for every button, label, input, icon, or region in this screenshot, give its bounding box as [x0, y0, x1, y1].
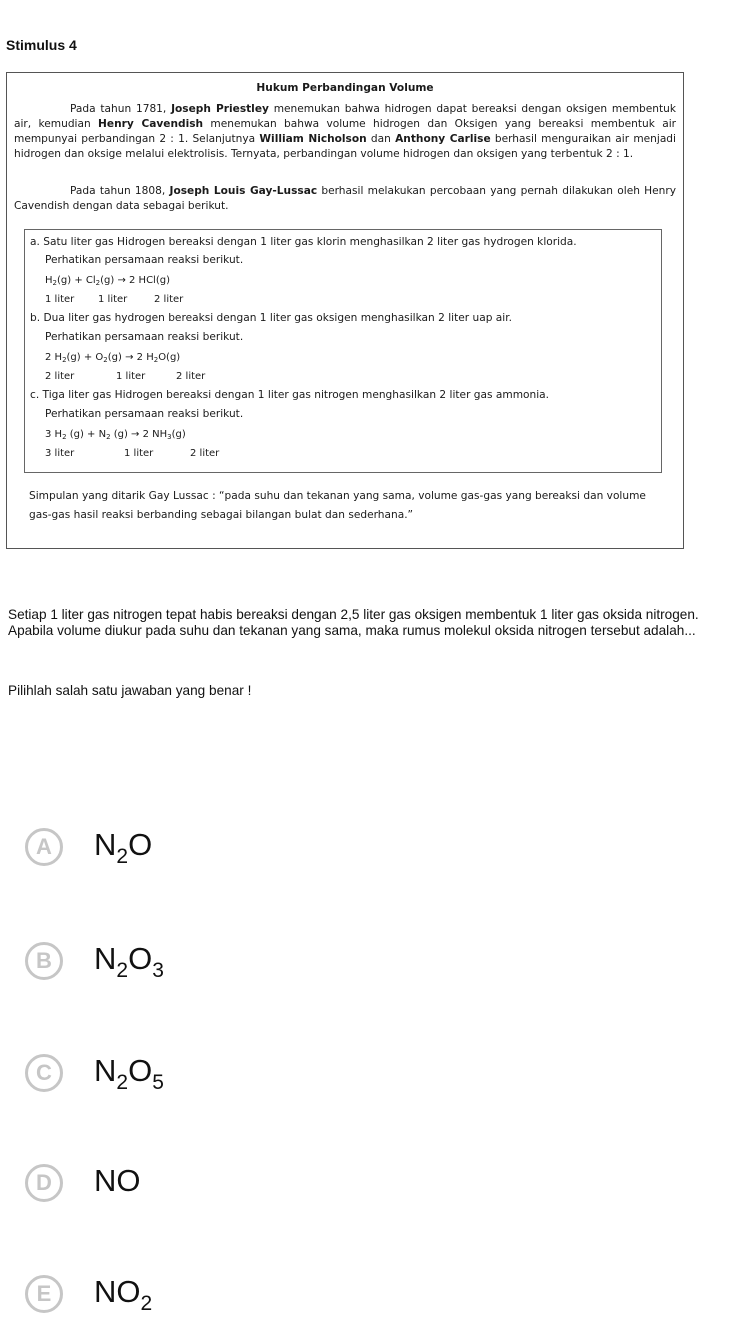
document-title: Hukum Perbandingan Volume	[256, 82, 434, 94]
question-text: Setiap 1 liter gas nitrogen tepat habis bereaksi dengan 2,5 liter gas oksigen membentuk 1 liter gas oksida nitrogen. Apabila volume diukur pada suhu dan tekanan yang sama, maka rumus molekul oksida nitrogen tersebut adalah...	[8, 607, 699, 638]
option-b-letter[interactable]: B	[25, 942, 63, 980]
experiment-a-volume-3: 2 liter	[154, 294, 184, 305]
experiment-a-description: a. Satu liter gas Hidrogen bereaksi dengan 1 liter gas klorin menghasilkan 2 liter gas hydrogen klorida.	[30, 236, 577, 248]
conclusion-text: Simpulan yang ditarik Gay Lussac : “pada suhu dan tekanan yang sama, volume gas-gas yang bereaksi dan volume gas-gas hasil reaksi berbanding sebagai bilangan bulat dan sederhana.”	[29, 490, 646, 521]
option-e-letter[interactable]: E	[25, 1275, 63, 1313]
experiment-a-equation: $H_2(g) + Cl_2(g) \to 2$ HCl(g)	[45, 275, 170, 287]
paragraph-2: Pada tahun 1808, Joseph Louis Gay-Lussac berhasil melakukan percobaan yang pernah dilakukan oleh Henry Cavendish dengan data sebagai berikut.	[14, 185, 677, 212]
experiment-c-volume-1: 3 liter	[45, 448, 75, 459]
experiment-b-note: Perhatikan persamaan reaksi berikut.	[45, 331, 244, 343]
option-d-formula[interactable]: NO	[94, 1163, 141, 1198]
option-a-formula[interactable]: $N_2O$	[94, 827, 153, 868]
instruction-text: Pilihlah salah satu jawaban yang benar !	[8, 683, 252, 698]
option-d-letter[interactable]: D	[25, 1164, 63, 1202]
option-c-letter[interactable]: C	[25, 1054, 63, 1092]
experiment-c-note: Perhatikan persamaan reaksi berikut.	[45, 408, 244, 420]
experiment-a-volume-2: 1 liter	[98, 294, 128, 305]
experiment-data-box	[24, 229, 662, 473]
experiment-a-volume-1: 1 liter	[45, 294, 75, 305]
option-a-letter[interactable]: A	[25, 828, 63, 866]
experiment-c-volume-2: 1 liter	[124, 448, 154, 459]
experiment-b-description: b. Dua liter gas hydrogen bereaksi dengan 1 liter gas oksigen menghasilkan 2 liter uap air.	[30, 312, 512, 324]
option-b-formula[interactable]: $N_2O_3$	[94, 941, 164, 982]
experiment-a-note: Perhatikan persamaan reaksi berikut.	[45, 254, 244, 266]
question-block	[8, 607, 723, 638]
experiment-c-description: c. Tiga liter gas Hidrogen bereaksi dengan 1 liter gas nitrogen menghasilkan 2 liter gas ammonia.	[30, 389, 550, 401]
option-c-formula[interactable]: $N_2O_5$	[94, 1053, 164, 1094]
experiment-b-volume-3: 2 liter	[176, 371, 206, 382]
experiment-b-volume-2: 1 liter	[116, 371, 146, 382]
paragraph-1: Pada tahun 1781, Joseph Priestley menemukan bahwa hidrogen dapat bereaksi dengan oksigen membentuk air, kemudian Henry Cavendish menemukan bahwa volume hidrogen dan Oksigen yang bereaksi membentuk air mempunyai perbandingan 2 : 1. Selanjutnya William Nicholson dan Anthony Carlise berhasil menguraikan air menjadi hidrogen dan oksige melalui elektrolisis. Ternyata, perbandingan volume hidrogen dan oksigen yang terbentuk 2 : 1.	[14, 103, 677, 160]
experiment-c-equation: 3 $H_2$ $(g) + N_2$ (g) → 2 $NH_3(g)$	[45, 429, 186, 441]
experiment-b-equation: 2 $H_2(g) + O_2(g) \to 2$ $H_2O(g)$	[45, 352, 181, 364]
stimulus-document	[6, 72, 684, 549]
experiment-c-volume-3: 2 liter	[190, 448, 220, 459]
experiment-b-volume-1: 2 liter	[45, 371, 75, 382]
stimulus-label: Stimulus 4	[6, 37, 77, 53]
option-e-formula[interactable]: $NO_2$	[94, 1274, 153, 1315]
